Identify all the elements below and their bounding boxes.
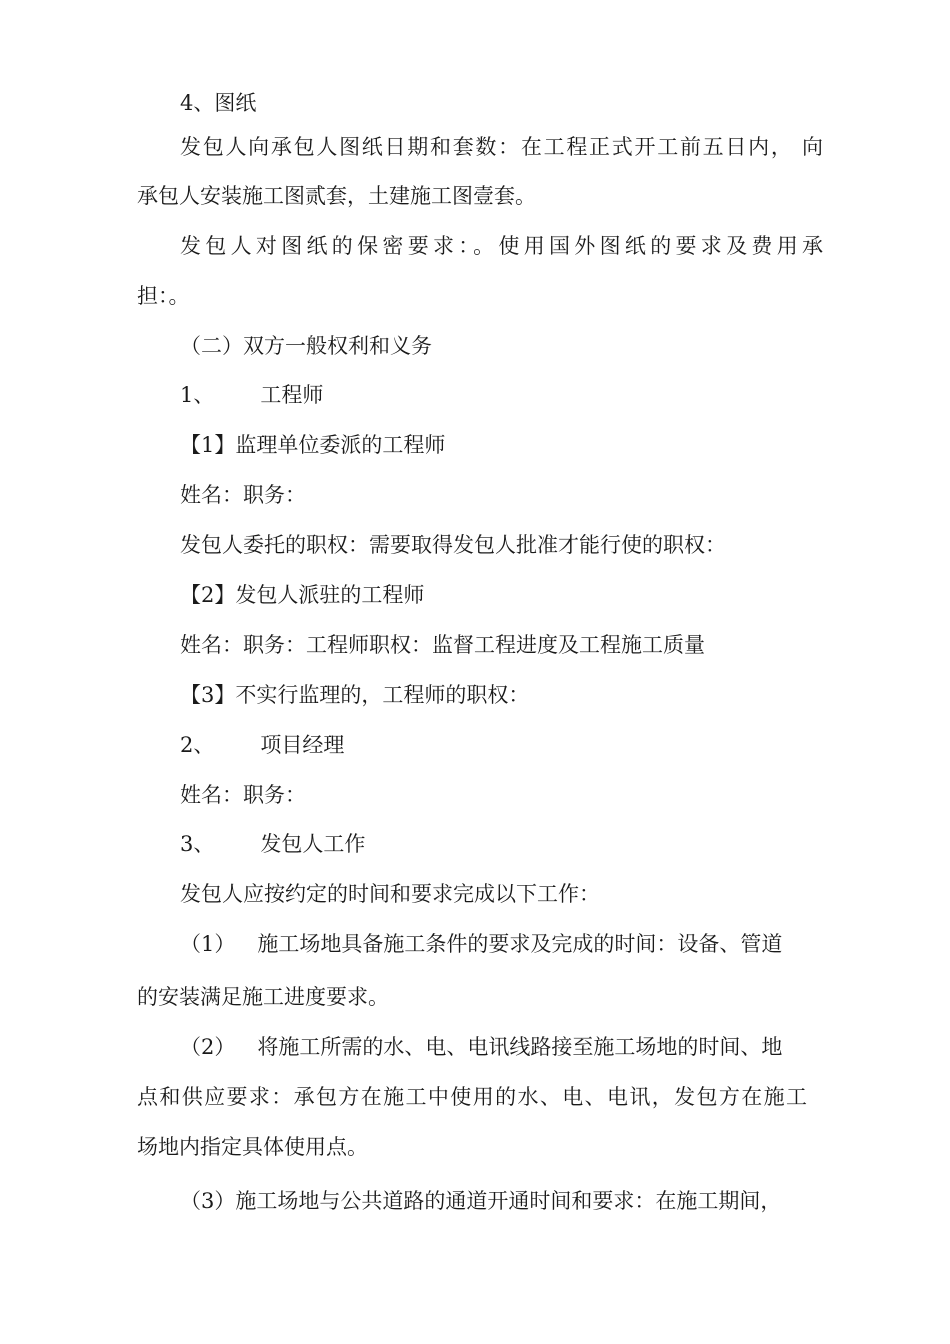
paragraph-line [180,530,726,560]
line-text: 的安装满足施工进度要求。 [137,985,389,1009]
section-heading-drawings [180,88,256,118]
line-text: 发包人对图纸的保密要求：。使用国外图纸的要求及费用承 [180,234,823,258]
section-heading-rights [180,331,432,361]
line-text: 发包人应按约定的时间和要求完成以下工作： [180,882,600,906]
paragraph-line [180,680,529,710]
paragraph-line [137,1082,807,1112]
numbered-item-line [180,1032,782,1062]
paragraph-line [180,879,600,909]
line-text: 【1】监理单位委派的工程师 [180,433,446,457]
numbered-heading [180,380,323,410]
numbered-item-line [180,929,782,959]
line-text: 工程师 [260,383,324,407]
item-number: （1） [180,932,236,956]
line-text: 施工场地具备施工条件的要求及完成的时间：设备、管道 [257,932,783,956]
line-text: 发包人工作 [260,832,366,856]
line-text: 担：。 [137,284,190,308]
line-text: 姓名：职务： [180,783,306,807]
line-text: 承包人安装施工图贰套，土建施工图壹套。 [137,184,536,208]
line-text: 姓名：职务：工程师职权：监督工程进度及工程施工质量 [180,633,705,657]
paragraph-line [180,780,306,810]
paragraph-line [137,181,536,211]
paragraph-line [137,281,190,311]
line-text: （二）双方一般权利和义务 [180,334,432,358]
paragraph-line [180,580,424,610]
paragraph-line [180,630,705,660]
paragraph-line [137,982,389,1012]
line-text: 【3】不实行监理的，工程师的职权： [180,683,530,707]
line-text: 项目经理 [260,733,345,757]
line-text: 姓名：职务： [180,483,306,507]
line-text: 点和供应要求：承包方在施工中使用的水、电、电讯，发包方在施工 [137,1085,807,1109]
paragraph-line [180,132,823,162]
paragraph-line [180,430,445,460]
paragraph-line [137,1132,368,1162]
line-text: 4、图纸 [180,91,257,115]
paragraph-line [180,480,306,510]
line-text: 将施工所需的水、电、电讯线路接至施工场地的时间、地 [257,1035,783,1059]
line-text: 【2】发包人派驻的工程师 [180,583,425,607]
line-text: 发包人向承包人图纸日期和套数：在工程正式开工前五日内， 向 [180,135,823,159]
line-text: （3）施工场地与公共道路的通道开通时间和要求：在施工期间， [180,1189,782,1213]
paragraph-line [180,1186,781,1216]
line-text: 发包人委托的职权：需要取得发包人批准才能行使的职权： [180,533,726,557]
item-number: 1、 [180,383,215,407]
line-text: 场地内指定具体使用点。 [137,1135,368,1159]
item-number: 2、 [180,733,215,757]
item-number: （2） [180,1035,236,1059]
item-number: 3、 [180,832,215,856]
numbered-heading [180,829,365,859]
numbered-heading [180,730,344,760]
paragraph-line [180,231,823,261]
